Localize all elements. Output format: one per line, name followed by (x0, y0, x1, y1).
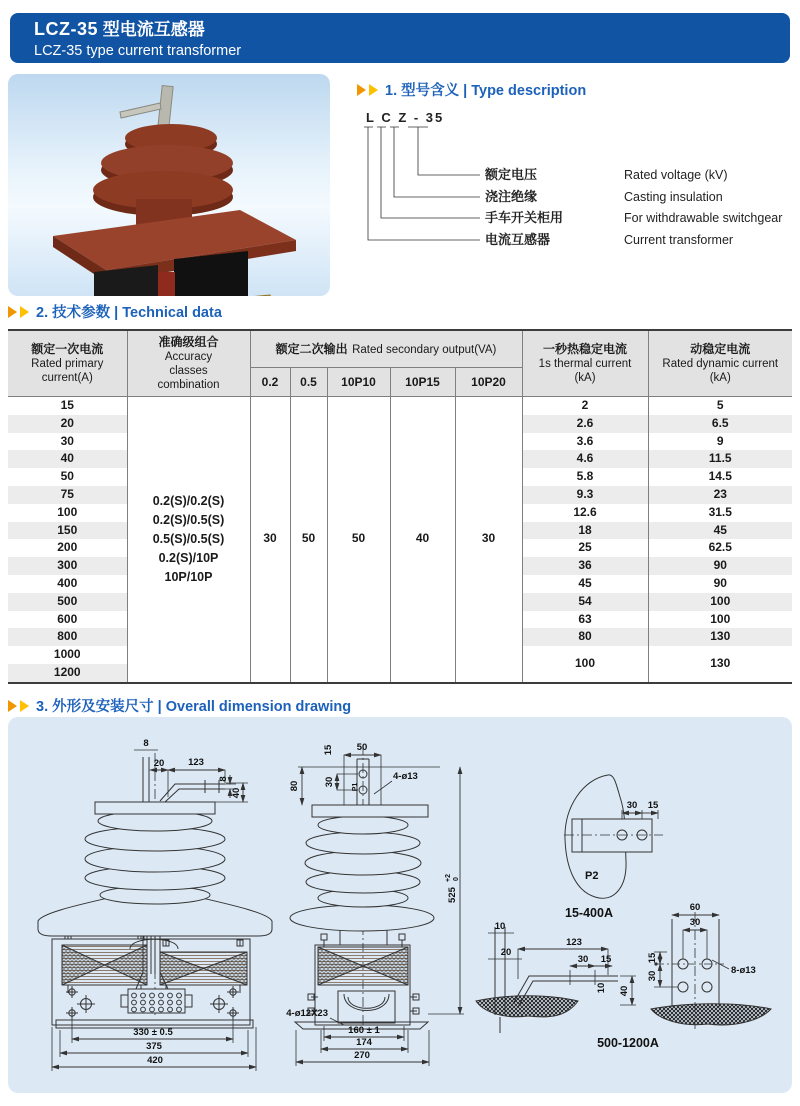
sub-header: 10P20 (455, 368, 522, 397)
cell-secondary-output: 50 (290, 397, 327, 683)
cell-thermal-current: 18 (522, 522, 648, 540)
col-header-thermal (522, 330, 648, 397)
header-line: (kA) (709, 372, 731, 384)
sub-header: 0.2 (250, 368, 290, 397)
sub-header: 0.5 (290, 368, 327, 397)
header-line: 准确级组合 (158, 335, 219, 349)
cell-dynamic-current: 11.5 (648, 450, 792, 468)
dim-label: 20 (500, 947, 512, 958)
arrow-icon (20, 306, 29, 318)
product-photo (8, 74, 330, 296)
cell-thermal-current: 2.6 (522, 415, 648, 433)
cell-thermal-current: 80 (522, 628, 648, 646)
dim-label: 4-ø13 (393, 771, 418, 782)
title-zh-suffix: 型电流互感器 (98, 20, 205, 39)
cell-secondary-output: 30 (455, 397, 522, 683)
cell-primary-current: 500 (8, 593, 127, 611)
cell-secondary-output: 30 (250, 397, 290, 683)
cell-primary-current: 50 (8, 468, 127, 486)
table-row (8, 397, 792, 415)
cell-dynamic-current: 6.5 (648, 415, 792, 433)
cell-dynamic-current: 100 (648, 593, 792, 611)
header-line: 额定二次输出 (275, 342, 348, 356)
product-photo-illustration (8, 74, 330, 296)
accuracy-combo: 0.2(S)/0.5(S) (152, 512, 225, 527)
arrow-icon (20, 700, 29, 712)
arrow-icon (8, 700, 17, 712)
cell-primary-current: 800 (8, 628, 127, 646)
header-line: current(A) (41, 372, 93, 384)
dimension-drawings (8, 717, 792, 1093)
dim-label: 10 (494, 921, 506, 932)
range-label: 500-1200A (597, 1036, 659, 1050)
accuracy-combo: 0.5(S)/0.5(S) (152, 531, 225, 546)
p2-terminal-detail (564, 775, 663, 920)
dim-label: 30 (689, 917, 701, 928)
section-2-title (8, 301, 222, 322)
dim-label: 8 (143, 738, 149, 749)
cell-dynamic-current: 45 (648, 522, 792, 540)
cell-primary-current: 15 (8, 397, 127, 415)
dim-label: 20 (153, 758, 165, 769)
header-line: 额定一次电流 (31, 342, 104, 356)
section-3-label: 3. 外形及安装尺寸 | Overall dimension drawing (36, 699, 352, 715)
page-title-en: LCZ-35 type current transformer (34, 43, 242, 59)
dim-label: 30 (647, 970, 658, 982)
cell-thermal-current: 2 (522, 397, 648, 415)
header-line: 动稳定电流 (690, 342, 751, 356)
ground-hatch (651, 1004, 771, 1025)
mount-drawing (476, 902, 771, 1050)
cell-accuracy-combos (127, 397, 250, 683)
cell-dynamic-current: 90 (648, 557, 792, 575)
cell-primary-current: 1200 (8, 664, 127, 683)
section-3-title (8, 695, 351, 716)
dim-label: 8 (218, 776, 229, 782)
header-line: 1s thermal current (538, 358, 632, 370)
cell-dynamic-current: 31.5 (648, 504, 792, 522)
type-item-en: Rated voltage (kV) (624, 168, 728, 182)
dim-label: 15 (600, 954, 612, 965)
accuracy-combo: 0.2(S)/0.2(S) (152, 493, 225, 508)
cell-dynamic-current: 23 (648, 486, 792, 504)
svg-text:+2: +2 (445, 874, 452, 882)
cell-primary-current: 400 (8, 575, 127, 593)
cell-thermal-current: 5.8 (522, 468, 648, 486)
dim-label: 10 (596, 982, 607, 994)
cell-secondary-output: 40 (390, 397, 455, 683)
dim-label: 174 (356, 1037, 372, 1048)
dim-label: 15 (647, 800, 659, 811)
cell-primary-current: 20 (8, 415, 127, 433)
cell-primary-current: 40 (8, 450, 127, 468)
col-header-dynamic (648, 330, 792, 397)
cell-dynamic-current: 14.5 (648, 468, 792, 486)
cell-dynamic-current: 9 (648, 433, 792, 451)
cell-dynamic-current: 90 (648, 575, 792, 593)
type-model-text: L C Z - 35 (366, 110, 445, 125)
cell-thermal-current: 12.6 (522, 504, 648, 522)
dim-label: 270 (354, 1050, 370, 1061)
arrow-icon (369, 84, 378, 96)
header-line: Rated dynamic current (662, 358, 779, 370)
dim-label: 123 (566, 937, 582, 948)
arrow-icon (357, 84, 366, 96)
dim-label: 15 (323, 744, 334, 756)
type-item-en: For withdrawable switchgear (624, 211, 783, 225)
dim-label: 50 (356, 742, 368, 753)
dim-label: 30 (626, 800, 638, 811)
dim-label: 30 (324, 776, 335, 788)
cell-dynamic-current: 130 (648, 646, 792, 683)
cell-thermal-current: 3.6 (522, 433, 648, 451)
technical-data-table (8, 329, 792, 684)
col-header-accuracy (127, 330, 250, 397)
cell-primary-current: 150 (8, 522, 127, 540)
type-item-en: Casting insulation (624, 190, 723, 204)
dim-label: 30 (577, 954, 589, 965)
cell-thermal-current: 54 (522, 593, 648, 611)
accuracy-combo: 0.2(S)/10P (158, 550, 219, 565)
dim-label: 375 (146, 1041, 162, 1052)
cell-primary-current: 200 (8, 539, 127, 557)
dim-label: 15 (647, 952, 658, 964)
cell-primary-current: 75 (8, 486, 127, 504)
header-line: combination (157, 379, 220, 391)
col-header-primary (8, 330, 127, 397)
cell-secondary-output: 50 (327, 397, 390, 683)
height-dim (445, 874, 460, 903)
terminal-label: P1 (352, 782, 359, 792)
dim-label: 40 (231, 787, 242, 799)
svg-text:0: 0 (453, 877, 460, 881)
sub-header: 10P15 (390, 368, 455, 397)
type-item-zh: 额定电压 (485, 167, 538, 182)
type-item-zh: 电流互感器 (485, 232, 551, 247)
header-line: (kA) (574, 372, 596, 384)
cell-thermal-current: 45 (522, 575, 648, 593)
section-1-label: 1. 型号含义 | Type description (385, 83, 587, 99)
section-2-label: 2. 技术参数 | Technical data (36, 305, 222, 321)
cell-thermal-current: 9.3 (522, 486, 648, 504)
cell-thermal-current: 4.6 (522, 450, 648, 468)
cell-dynamic-current: 62.5 (648, 539, 792, 557)
cell-primary-current: 300 (8, 557, 127, 575)
page-title-zh (34, 18, 790, 41)
dim-label: 330 ± 0.5 (133, 1027, 173, 1038)
dim-label: 123 (188, 757, 204, 768)
accuracy-combo: 10P/10P (164, 569, 213, 584)
type-item-en: Current transformer (624, 233, 734, 247)
dim-label: 40 (619, 985, 630, 997)
cell-primary-current: 100 (8, 504, 127, 522)
header-line: Rated secondary output(VA) (352, 344, 497, 356)
terminal-label: P2 (585, 870, 599, 882)
cell-primary-current: 30 (8, 433, 127, 451)
header-line: classes (169, 365, 208, 377)
dim-label: 80 (289, 780, 300, 792)
type-item-zh: 手车开关柜用 (485, 210, 564, 225)
cell-primary-current: 600 (8, 611, 127, 629)
model-code: LCZ-35 (34, 19, 99, 39)
svg-text:525: 525 (447, 887, 458, 903)
col-header-secondary (250, 330, 522, 368)
cell-dynamic-current: 130 (648, 628, 792, 646)
header-line: Accuracy (164, 351, 213, 363)
range-label: 15-400A (565, 906, 613, 920)
cell-thermal-current: 25 (522, 539, 648, 557)
cell-thermal-current: 63 (522, 611, 648, 629)
type-diagram (352, 98, 797, 263)
side-view-drawing (286, 742, 464, 1066)
front-view-drawing (38, 738, 272, 1071)
slot-label: 4-ø12X23 (286, 1008, 328, 1019)
ground-hatch (476, 996, 578, 1017)
dimension-drawing-panel (8, 717, 792, 1093)
page-header (10, 13, 790, 63)
arrow-icon (8, 306, 17, 318)
cell-dynamic-current: 5 (648, 397, 792, 415)
dim-label: 160 ± 1 (348, 1025, 380, 1036)
section-1-title (357, 79, 586, 100)
cell-thermal-current: 100 (522, 646, 648, 683)
type-item-zh: 浇注绝缘 (485, 189, 538, 204)
cell-dynamic-current: 100 (648, 611, 792, 629)
header-line: 一秒热稳定电流 (543, 342, 628, 356)
dim-label: 420 (147, 1055, 163, 1066)
sub-header: 10P10 (327, 368, 390, 397)
header-line: Rated primary (31, 358, 104, 370)
dim-label: 60 (689, 902, 701, 913)
cell-primary-current: 1000 (8, 646, 127, 664)
cell-thermal-current: 36 (522, 557, 648, 575)
dim-label: 8-ø13 (731, 965, 756, 976)
